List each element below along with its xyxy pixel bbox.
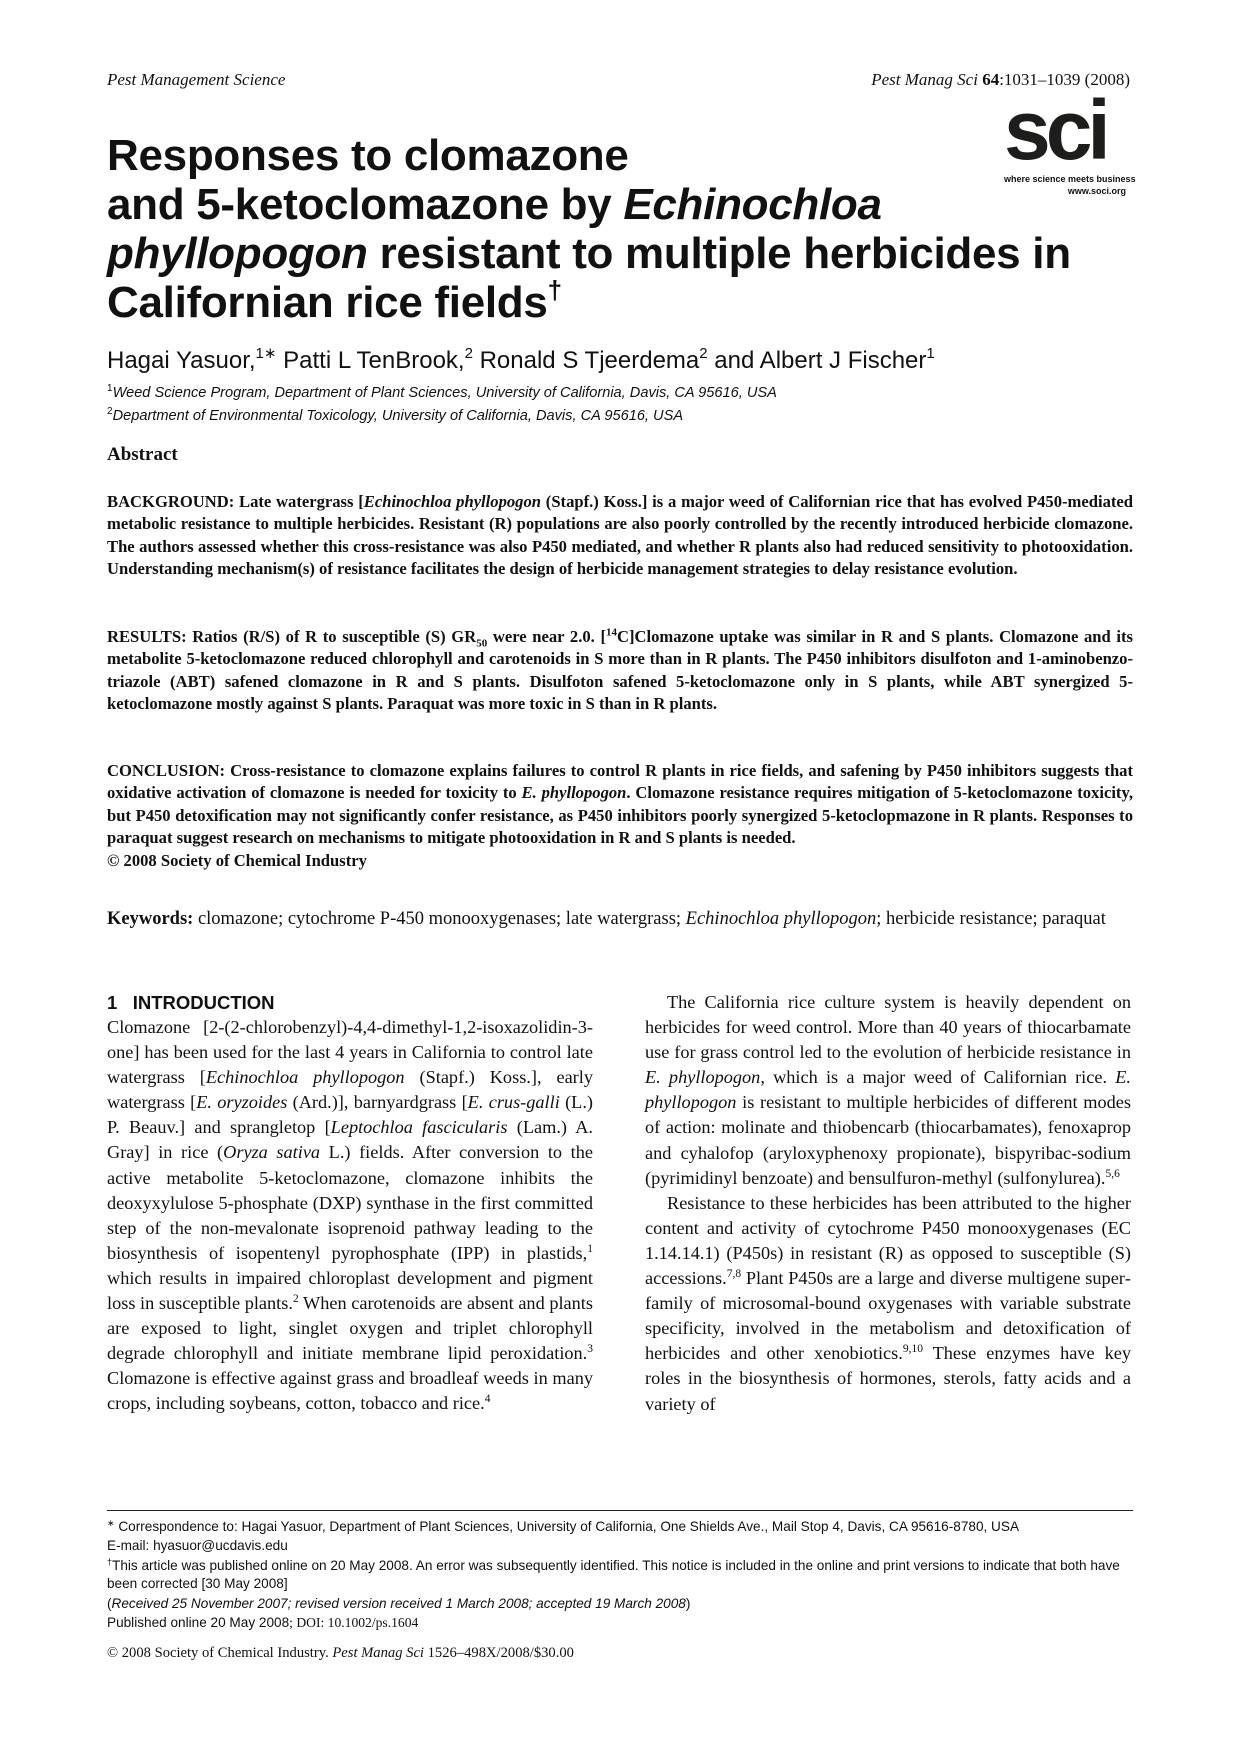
- citation-ref: 5,6: [1105, 1167, 1120, 1180]
- footnote-received: [107, 1595, 1133, 1613]
- body-italic: E. oryzoides: [196, 1092, 288, 1113]
- abstract-text: CONCLUSION: Cross-resistance to clomazone explains failures to control R plants in rice fields, and safening by P450 inhibitors suggests that oxidative activation of clomazone is needed for toxicity to: [107, 761, 1133, 803]
- affiliation-mark: 1: [107, 383, 113, 394]
- body-italic: E. crus-galli: [467, 1092, 560, 1113]
- author-affiliation-mark: 2: [464, 345, 473, 362]
- footnote-paren: ): [685, 1596, 691, 1611]
- body-text: When carotenoids are absent and plants are exposed to light, singlet oxygen and triplet chlorophyll degrade chlorophyll and initiate membrane lipid peroxidation.: [107, 1293, 593, 1364]
- citation-ref: 4: [484, 1393, 491, 1406]
- footnote-published-date: Published online 20 May 2008: [107, 1615, 290, 1630]
- article-title: [107, 131, 1137, 327]
- abstract-text: RESULTS: Ratios (R/S) of R to susceptible (S) GR: [107, 627, 477, 646]
- abstract-results: [107, 626, 1133, 716]
- title-species-epithet: phyllopogon: [107, 229, 368, 278]
- author-affiliation-mark: 1: [926, 345, 935, 362]
- footnote-doi: ; DOI: 10.1002/ps.1604: [289, 1615, 419, 1630]
- column-left: [107, 990, 593, 1417]
- body-italic: Leptochloa fascicularis: [330, 1117, 508, 1138]
- body-italic: E. phyllopogon: [645, 1067, 1131, 1113]
- footer-journal: Pest Manag Sci: [332, 1645, 424, 1661]
- abstract-text: (Stapf.) Koss.] is a major weed of Californian rice that has evolved P450-mediated metabolic resistance to multiple herbicides. Resistant (R) populations are also poorly controlled by the recently introduced herbicide clomazone. The authors assessed whether this cross-resistance was also P450 mediated, and whether R plants also had reduced sensitivity to photooxidation. Understanding mechanism(s) of resistance facilitates the design of herbicide management strategies to delay resistance evolution.: [107, 492, 1133, 579]
- footnote-mark: †: [107, 1557, 113, 1567]
- author-list: [107, 347, 935, 375]
- footnote-published: [107, 1614, 1133, 1632]
- title-text: resistant to multiple herbicides in: [367, 229, 1071, 278]
- footnote-dates: Received 25 November 2007; revised version received 1 March 2008; accepted 19 March 2008: [111, 1596, 686, 1611]
- affiliation: [107, 408, 683, 424]
- abstract-background: [107, 491, 1133, 581]
- title-dagger: †: [547, 275, 562, 305]
- body-text: L.) fields. After conversion to the active metabolite 5-ketoclomazone, clomazone inhibits the deoxyxylulose 5-phosphate (DXP) synthase in the first committed step of the non-mevalonate isoprenoid pathway leading to the biosynthesis of isopentenyl pyrophosphate (IPP) in plastids,: [107, 1142, 593, 1263]
- abstract-italic: Echinochloa phyllopogon: [363, 492, 541, 511]
- body-text: Plant P450s are a large and diverse multigene superfamily of microsomal-bound oxygenases with variable substrate specificity, involved in the metabolism and detoxification of herbicides and other xenobiotics.: [645, 1268, 1131, 1364]
- citation-volume: 64: [982, 70, 1000, 89]
- citation-ref: 1: [587, 1242, 593, 1255]
- section-number: 1: [107, 992, 118, 1013]
- footnote-email: E-mail: hyasuor@ucdavis.edu: [107, 1538, 288, 1553]
- affiliation-mark: 2: [107, 406, 113, 417]
- author-name: Hagai Yasuor,: [107, 347, 256, 374]
- citation-ref: 7,8: [726, 1268, 742, 1281]
- title-text: Responses to clomazone: [107, 131, 629, 180]
- abstract-text: . Clomazone resistance requires mitigation of 5-ketoclomazone toxicity, but P450 detoxification may not significantly confer resistance, as P450 inhibitors poorly synergized 5-ketoclopmazone in R plants. Responses to paraquat suggest research on mechanisms to mitigate photooxidation in R and S plants is needed.: [107, 783, 1133, 848]
- author-affiliation-mark: 1∗: [255, 345, 277, 362]
- paragraph: [107, 1015, 593, 1417]
- section-title: INTRODUCTION: [132, 992, 275, 1013]
- body-text: (L.) P. Beauv.] and sprangletop [: [107, 1092, 594, 1138]
- sci-logo-tagline: where science meets business: [1004, 174, 1136, 184]
- citation-journal: Pest Manag Sci: [871, 70, 978, 89]
- citation-ref: 9,10: [902, 1343, 923, 1356]
- paragraph: [645, 990, 1131, 1191]
- abstract-text: C]Clomazone uptake was similar in R and S plants. Clomazone and its metabolite 5-ketoclomazone reduced chlorophyll and carotenoids in S more than in R plants. The P450 inhibitors disulfoton and 1-aminobenzo-triazole (ABT) safened clomazone in R and S plants. Disulfoton safened 5-ketoclomazone only in S plants, while ABT synergized 5-ketoclomazone mostly against S plants. Paraquat was more toxic in S than in R plants.: [107, 627, 1133, 714]
- running-header-journal: Pest Management Science: [107, 70, 286, 89]
- citation-pages: :1031–1039 (2008): [999, 70, 1130, 89]
- abstract-copyright: © 2008 Society of Chemical Industry: [107, 850, 367, 870]
- section-heading: [107, 990, 593, 1016]
- footnote-text: Correspondence to: Hagai Yasuor, Department of Plant Sciences, University of California, One Shields Ave., Mail Stop 4, Davis, CA 95616-8780, USA: [118, 1519, 1020, 1534]
- citation-ref: 2: [292, 1293, 299, 1306]
- title-text: Californian rice fields: [107, 278, 548, 327]
- body-text: Clomazone is effective against grass and broadleaf weeds in many crops, including soybeans, cotton, tobacco and rice.: [107, 1368, 593, 1414]
- abstract-superscript: 14: [605, 626, 617, 639]
- title-species-genus: Echinochloa: [623, 180, 882, 229]
- body-text: These enzymes have key roles in the biosynthesis of hormones, sterols, fatty acids and a variety of: [645, 1343, 1131, 1414]
- body-italic: Oryza sativa: [223, 1142, 321, 1163]
- body-italic: E. phyllopogon: [645, 1067, 761, 1088]
- body-italic: Echinochloa phyllopogon: [205, 1067, 405, 1088]
- footer-text: 1526–498X/2008/$30.00: [423, 1645, 574, 1661]
- abstract-heading: Abstract: [107, 444, 178, 465]
- paragraph: [645, 1191, 1131, 1417]
- affiliation-text: Weed Science Program, Department of Plant Sciences, University of California, Davis, CA 95616, USA: [112, 385, 777, 401]
- body-text: The California rice culture system is heavily dependent on herbicides for weed control. More than 40 years of thiocarbamate use for grass control led to the evolution of herbicide resistance in: [645, 992, 1131, 1063]
- body-text: is resistant to multiple herbicides of different modes of action: molinate and thiobencarb (thiocarbamates), fenoxaprop and cyhalofop (aryloxyphenoxy propionate), bispyribac-sodium (pyrimidinyl benzoate) and bensulfuron-methyl (sulfonylurea).: [645, 1092, 1131, 1188]
- keywords: [107, 907, 1133, 932]
- author-affiliation-mark: 2: [699, 345, 708, 362]
- body-text: (Ard.)], barnyardgrass [: [287, 1092, 468, 1113]
- abstract-text: were near 2.0. [: [487, 627, 606, 646]
- keywords-label: Keywords:: [107, 909, 194, 929]
- author-name: and Albert J Fischer: [707, 347, 927, 374]
- citation-ref: 3: [587, 1343, 593, 1356]
- title-text: and 5-ketoclomazone by: [107, 180, 624, 229]
- sci-logo-url: www.soci.org: [1067, 186, 1126, 196]
- keywords-text: clomazone; cytochrome P-450 monooxygenases; late watergrass;: [193, 909, 686, 929]
- body-text: which results in impaired chloroplast development and pigment loss in susceptible plants.: [107, 1267, 593, 1314]
- author-name: Patti L TenBrook,: [276, 347, 465, 374]
- title-line: [107, 229, 1137, 278]
- sci-logo-word: sci: [1004, 83, 1106, 177]
- author-name: Ronald S Tjeerdema: [472, 347, 700, 374]
- footnote-divider: [107, 1510, 1133, 1511]
- footnote-correspondence: [107, 1518, 1133, 1536]
- footnote-text: This article was published online on 20 May 2008. An error was subsequently identified. This notice is included in the online and print versions to indicate that both have been corrected [30 May 2008]: [107, 1558, 1120, 1592]
- footnote-notice: [107, 1557, 1133, 1594]
- keywords-text: ; herbicide resistance; paraquat: [876, 909, 1106, 929]
- body-text: , which is a major weed of Californian rice.: [760, 1067, 1116, 1088]
- footnote-mark: ∗: [107, 1518, 115, 1528]
- keywords-italic: Echinochloa phyllopogon: [685, 909, 877, 929]
- abstract-conclusion: [107, 760, 1133, 872]
- body-text: Clomazone [2-(2-chlorobenzyl)-4,4-dimethyl-1,2-isoxazolidin-3-one] has been used for the last 4 years in California to control late watergrass [: [107, 1017, 593, 1088]
- footer-copyright: [107, 1645, 574, 1662]
- footer-text: © 2008 Society of Chemical Industry.: [107, 1645, 333, 1661]
- body-text: (Stapf.) Koss.], early watergrass [: [107, 1067, 593, 1113]
- footnote-paren: (: [107, 1596, 112, 1611]
- body-text: (Lam.) A. Gray] in rice (: [107, 1117, 593, 1163]
- body-text: Resistance to these herbicides has been attributed to the higher content and activity of cytochrome P450 monooxygenases (EC 1.14.14.1) (P450s) in resistant (R) as opposed to susceptible (S) accessions.: [645, 1192, 1131, 1289]
- affiliation-text: Department of Environmental Toxicology, University of California, Davis, CA 95616, USA: [112, 408, 684, 424]
- title-line: [107, 275, 1137, 327]
- abstract-italic: E. phyllopogon: [521, 783, 627, 803]
- column-right: [645, 990, 1131, 1417]
- affiliation: [107, 385, 777, 401]
- title-line: [107, 180, 1137, 229]
- title-line: [107, 131, 1137, 180]
- abstract-subscript: 50: [476, 637, 488, 650]
- abstract-text: BACKGROUND: Late watergrass [: [107, 492, 364, 511]
